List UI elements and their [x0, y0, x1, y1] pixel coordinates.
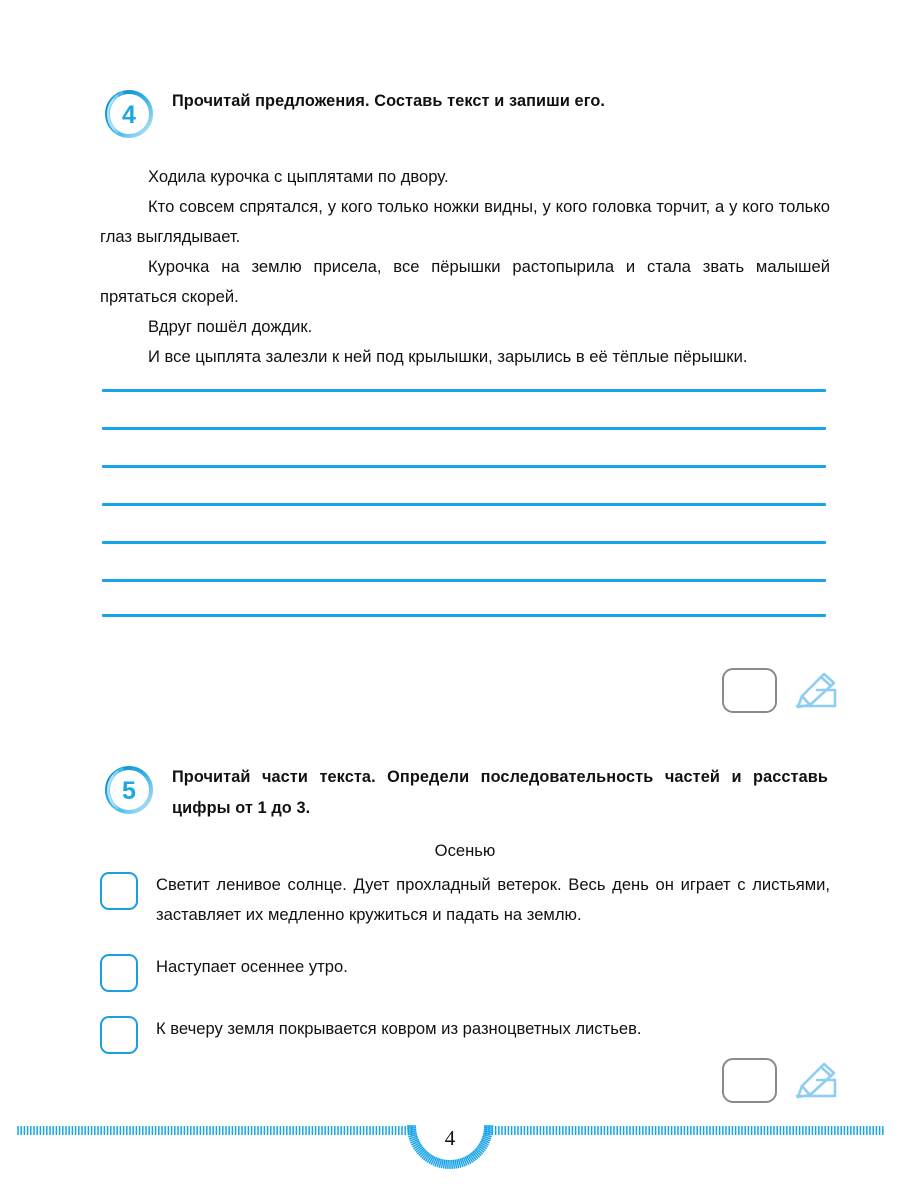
passage-paragraph: Курочка на землю присела, все пёрышки растопырила и стала звать малышей прятаться скорей. [100, 257, 830, 306]
list-item [100, 952, 830, 992]
list-item [100, 1014, 830, 1054]
task-4-header [100, 86, 830, 140]
task-4-score-row [722, 668, 839, 713]
list-item-text: К вечеру земля покрывается ковром из разноцветных листьев. [156, 1019, 642, 1038]
task-4-title: Прочитай предложения. Составь текст и запиши его. [172, 92, 606, 110]
passage-paragraph: Ходила курочка с цыплятами по двору. [148, 167, 449, 186]
task-number-badge-5-icon [100, 762, 156, 818]
writing-line[interactable] [102, 503, 826, 506]
writing-line[interactable] [102, 541, 826, 544]
pencil-writing-icon [793, 671, 839, 711]
task-5-subtitle: Осенью [434, 841, 496, 860]
task-4-passage [100, 162, 830, 372]
writing-line[interactable] [102, 389, 826, 392]
writing-line[interactable] [102, 465, 826, 468]
score-box[interactable] [722, 668, 777, 713]
score-box[interactable] [722, 1058, 777, 1103]
task-5-order-list [100, 870, 830, 1076]
writing-line[interactable] [102, 579, 826, 582]
passage-paragraph: Вдруг пошёл дождик. [148, 317, 313, 336]
task-5-score-row [722, 1058, 839, 1103]
pencil-writing-icon [793, 1061, 839, 1101]
task-number-badge-4-icon [100, 86, 156, 142]
passage-paragraph: Кто совсем спрятался, у кого только ножки видны, у кого головка торчит, а у кого только глаз выглядывает. [100, 197, 830, 246]
writing-line[interactable] [102, 427, 826, 430]
passage-paragraph: И все цыплята залезли к ней под крылышки, зарылись в её тёплые пёрышки. [148, 347, 748, 366]
list-item-text: Светит ленивое солнце. Дует прохладный ветерок. Весь день он играет с листьями, заставляет их медленно кружиться и падать на землю. [156, 875, 830, 924]
list-item [100, 870, 830, 930]
task-5 [100, 762, 830, 824]
list-item-text: Наступает осеннее утро. [156, 957, 348, 976]
task-5-header [100, 762, 830, 824]
page-number: 4 [444, 1126, 456, 1150]
task-4-answer-lines[interactable] [102, 389, 826, 617]
task-5-title: Прочитай части текста. Определи последовательность частей и расставь цифры от 1 до 3. [172, 768, 828, 817]
task-4 [100, 86, 830, 372]
writing-line[interactable] [102, 614, 826, 617]
order-checkbox[interactable] [100, 954, 138, 992]
task-number-text-5: 5 [122, 777, 136, 805]
order-checkbox[interactable] [100, 872, 138, 910]
task-number-text-4: 4 [122, 101, 136, 129]
order-checkbox[interactable] [100, 1016, 138, 1054]
